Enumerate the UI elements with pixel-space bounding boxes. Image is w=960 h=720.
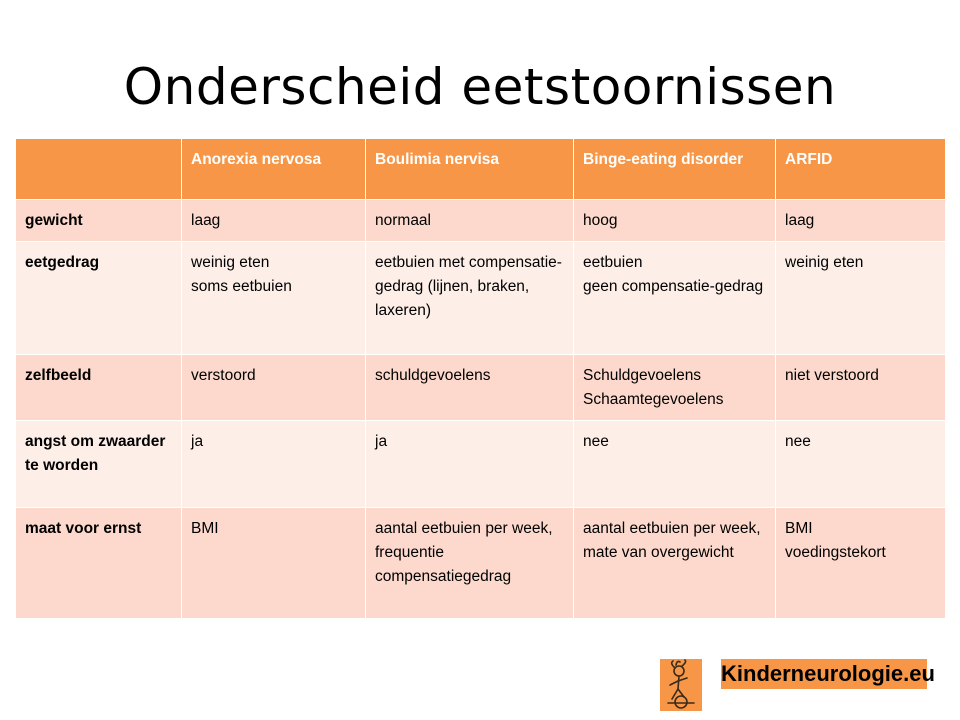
cell-text: eetbuien met compensatie-gedrag (lijnen, braken, laxeren) (375, 254, 562, 319)
cell-text: geen compensatie-gedrag (583, 278, 764, 295)
table-cell (574, 421, 776, 508)
table-cell (776, 421, 946, 508)
cell-text: nee (785, 433, 811, 450)
slide-title: Onderscheid eetstoornissen (123, 58, 837, 116)
kinderneurologie-logo (660, 657, 935, 713)
table-cell (182, 355, 366, 421)
table-cell (776, 200, 946, 242)
cell-text: voedingstekort (785, 544, 886, 561)
table-cell (574, 355, 776, 421)
table-cell (182, 242, 366, 355)
table-cell (366, 421, 574, 508)
table-cell (366, 355, 574, 421)
table-cell (776, 242, 946, 355)
table-cell (574, 242, 776, 355)
header-cell-corner (16, 139, 182, 200)
cell-text: normaal (375, 212, 431, 229)
cell-text: niet verstoord (785, 367, 879, 384)
table-row (16, 242, 946, 355)
cell-text: Schuldgevoelens (583, 367, 702, 384)
cell-text: frequentie compensatiegedrag (375, 544, 512, 585)
cell-text: aantal eetbuien per week, (583, 520, 761, 537)
table-cell (182, 508, 366, 619)
cell-text: laag (785, 212, 815, 229)
cell-text: eetbuien (583, 254, 643, 271)
cell-text: mate van overgewicht (583, 544, 734, 561)
cell-text: soms eetbuien (191, 278, 292, 295)
table-row (16, 200, 946, 242)
child-figure-icon (660, 659, 702, 711)
header-cell-boulimia: Boulimia nervisa (366, 139, 574, 200)
table-cell (182, 421, 366, 508)
row-label: maat voor ernst (16, 508, 182, 619)
cell-text: ja (375, 433, 388, 450)
table-header-row (16, 139, 946, 200)
table-cell (574, 508, 776, 619)
cell-text: weinig eten (785, 254, 864, 271)
cell-text: verstoord (191, 367, 256, 384)
row-label: eetgedrag (16, 242, 182, 355)
table-row (16, 421, 946, 508)
table-row (16, 508, 946, 619)
row-label: zelfbeeld (16, 355, 182, 421)
table-cell (776, 508, 946, 619)
header-cell-arfid: ARFID (776, 139, 946, 200)
cell-text: laag (191, 212, 221, 229)
header-cell-binge-eating: Binge-eating disorder (574, 139, 776, 200)
row-label: angst om zwaarder te worden (16, 421, 182, 508)
table-cell (182, 200, 366, 242)
row-label: gewicht (16, 200, 182, 242)
table-cell (366, 200, 574, 242)
cell-text: weinig eten (191, 254, 270, 271)
comparison-table (15, 138, 946, 619)
table-row (16, 355, 946, 421)
cell-text: aantal eetbuien per week, (375, 520, 553, 537)
cell-text: nee (583, 433, 609, 450)
cell-text: Schaamtegevoelens (583, 391, 724, 408)
cell-text: hoog (583, 212, 618, 229)
cell-text: BMI (191, 520, 219, 537)
cell-text: ja (191, 433, 204, 450)
table-cell (574, 200, 776, 242)
table-cell (366, 242, 574, 355)
logo-text: Kinderneurologie.eu (721, 659, 927, 689)
table-cell (366, 508, 574, 619)
cell-text: schuldgevoelens (375, 367, 491, 384)
header-cell-anorexia: Anorexia nervosa (182, 139, 366, 200)
cell-text: BMI (785, 520, 813, 537)
table-cell (776, 355, 946, 421)
